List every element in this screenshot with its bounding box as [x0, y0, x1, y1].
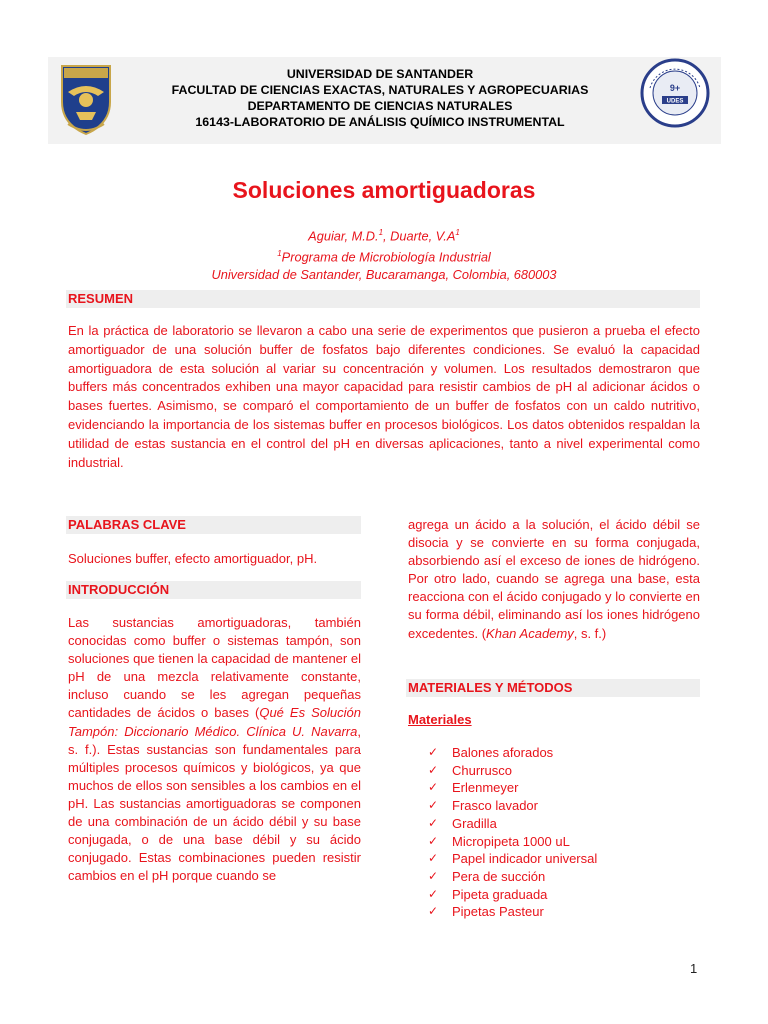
list-item: ✓ Pera de succión	[428, 868, 546, 884]
keywords-text: Soluciones buffer, efecto amortiguador, pH.	[68, 551, 318, 566]
section-resumen-heading: RESUMEN	[66, 290, 700, 308]
list-item: ✓ Balones aforados	[428, 745, 554, 760]
section-intro-heading: INTRODUCCIÓN	[66, 581, 361, 599]
authors-block	[0, 224, 768, 283]
header-text	[120, 66, 640, 130]
checkmark-icon: ✓	[428, 833, 439, 848]
faculty-seal-icon	[640, 58, 710, 128]
intro-column-right: agrega un ácido a la solución, el ácido débil se disocia y se convierte en su forma conjugada, absorbiendo así el exceso de iones de hidrógeno. Por otro lado, cuando se agrega una base, esta reacciona con el ácido conjugado y lo convierte en su forma débil, eliminando así los iones hidrógeno excedentes. (Khan Academy, s. f.)	[408, 517, 700, 641]
list-item: ✓ Pipeta graduada	[428, 886, 548, 902]
section-keywords-heading: PALABRAS CLAVE	[66, 516, 361, 534]
list-item: ✓ Micropipeta 1000 uL	[428, 833, 570, 849]
checkmark-icon: ✓	[428, 868, 439, 883]
checkmark-icon: ✓	[428, 745, 439, 759]
list-item: ✓ Gradilla	[428, 815, 497, 831]
list-item: ✓ Erlenmeyer	[428, 780, 519, 796]
list-item: ✓ Pipetas Pasteur	[428, 904, 544, 920]
list-item: ✓ Papel indicador universal	[428, 851, 598, 867]
checkmark-icon: ✓	[428, 904, 439, 919]
list-item: ✓ Churrusco	[428, 762, 512, 778]
author-university: Universidad de Santander, Bucaramanga, Colombia, 680003	[211, 266, 557, 282]
header-university: UNIVERSIDAD DE SANTANDER	[286, 67, 474, 81]
checkmark-icon: ✓	[428, 762, 439, 777]
intro-column-left: Las sustancias amortiguadoras, también conocidas como buffer o sistemas tampón, son soluciones que tienen la capacidad de mantener el pH de una mezcla relativamente constante, incluso cuando se les agregan pequeñas cantidades de ácidos o bases (Qué Es Solución Tampón: Diccionario Médico. Clínica U. Navarra, s. f.). Estas sustancias son fundamentales para múltiples procesos químicos y biológicos, ya que muchos de ellos son sensibles a los cambios en el pH. Las sustancias amortiguadoras se componen de una combinación de un ácido débil y su base conjugada, o de una base débil y su ácido conjugado. Estas combinaciones pueden resistir cambios en el pH porque cuando se	[68, 615, 361, 884]
list-item: ✓ Frasco lavador	[428, 798, 538, 814]
header-faculty: FACULTAD DE CIENCIAS EXACTAS, NATURALES Y AGROPECUARIAS	[171, 83, 589, 97]
checkmark-icon: ✓	[428, 798, 439, 813]
page-number: 1	[690, 961, 698, 976]
checkmark-icon: ✓	[428, 780, 439, 795]
materials-list	[428, 744, 597, 921]
svg-text:9+: 9+	[669, 83, 681, 93]
university-shield-icon	[58, 62, 114, 136]
seal-abbr: UDES	[666, 98, 684, 105]
checkmark-icon: ✓	[428, 851, 439, 866]
checkmark-icon: ✓	[428, 886, 439, 901]
header-department: DEPARTAMENTO DE CIENCIAS NATURALES	[247, 99, 513, 113]
abstract-text: En la práctica de laboratorio se llevaron a cabo una serie de experimentos que pusieron a prueba el efecto amortiguador de una solución buffer de fosfatos bajo diferentes condiciones. Se evaluó la capacidad amortiguadora de esta solución al variar su concentración y volumen. Los resultados demostraron que buffers más concentrados exhiben una mayor capacidad para resistir cambios de pH al adicionar ácidos o bases fuertes. Asimismo, se comparó el comportamiento de un buffer de fosfatos con un caldo nutritivo, evidenciando la importancia de los sistemas buffer en procesos biológicos. Los datos obtenidos respaldan la utilidad de estas sustancia en el control del pH en diversas aplicaciones, tanto a nivel experimental como industrial.	[68, 323, 700, 470]
document-title: Soluciones amortiguadoras	[232, 177, 536, 203]
author-program: $^1$Programa de Microbiología Industrial	[277, 248, 491, 265]
checkmark-icon: ✓	[428, 815, 439, 830]
section-materials-heading: MATERIALES Y MÉTODOS	[406, 679, 700, 697]
author-names: Aguiar, M.D.$^1$, Duarte, $V.A^1$	[308, 228, 460, 244]
header-course: 16143-LABORATORIO DE ANÁLISIS QUÍMICO INSTRUMENTAL	[195, 115, 565, 129]
materials-subheading: Materiales	[408, 712, 472, 727]
